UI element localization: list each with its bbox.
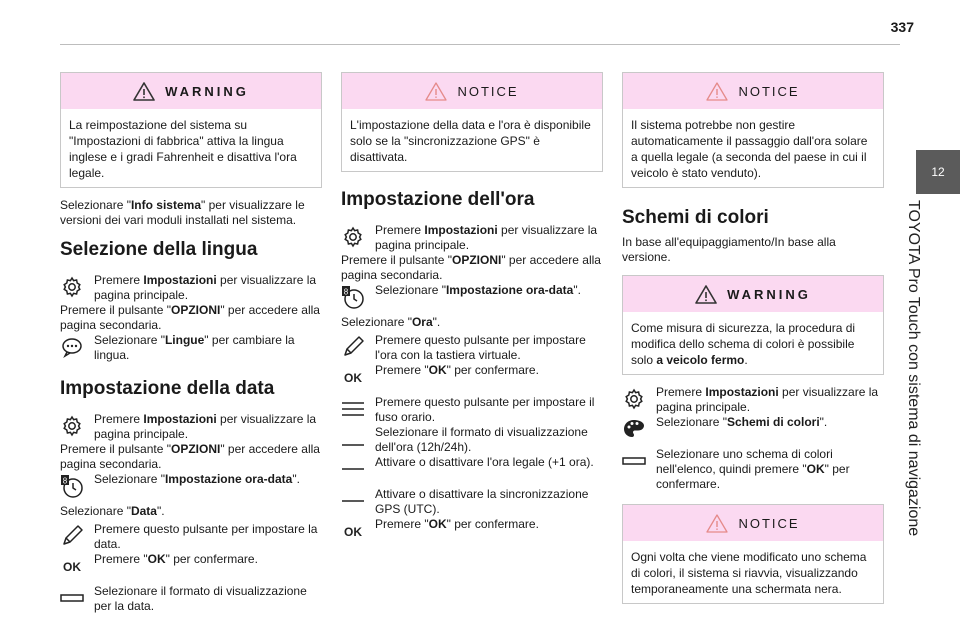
settings-gear-icon [60,275,84,299]
step-date-edit: Premere questo pulsante per impostare la data. [60,522,322,552]
list-menu-icon [341,397,365,421]
step-time-settings: Premere Impostazioni per visualizzare la pagina principale. [341,223,603,253]
notice-text: Ogni volta che viene modificato uno schema di colori, il sistema si riavvia, visualizzando temporaneamente una schermata nera. [631,550,867,596]
step-date-ok: OK Premere "OK" per confermare. [60,552,322,570]
notice-triangle-icon [425,82,447,101]
notice-title: NOTICE [457,83,519,99]
toggle-line-icon [341,457,365,481]
notice-box [341,72,603,172]
notice-box [622,504,884,604]
heading-language: Selezione della lingua [60,239,258,260]
pencil-icon [341,335,365,359]
warning-triangle-icon [133,82,155,101]
step-colors-choose: Selezionare uno schema di colori nell'elenco, quindi premere "OK" per confermare. [622,447,884,492]
format-bar-icon [622,449,646,473]
step-date-select: Selezionare "Data". [60,504,165,518]
warning-title: WARNING [165,83,249,99]
step-date-options: Premere il pulsante "OPZIONI" per accedere alla pagina secondaria. [60,442,320,471]
clock-date-icon [60,474,84,498]
heading-date: Impostazione della data [60,378,275,399]
language-speech-icon [60,335,84,359]
step-time-ok: OK Premere "OK" per confermare. [341,363,603,381]
step-colors-select: Selezionare "Schemi di colori". [622,415,884,433]
warning-box [622,275,884,375]
step-gps-sync: Attivare o disattivare la sincronizzazione GPS (UTC). [341,487,603,517]
step-time-edit: Premere questo pulsante per impostare l'ora con la tastiera virtuale. [341,333,603,363]
page-number: 337 [890,19,914,35]
chapter-tab: 12 [916,150,960,194]
step-language-options: Premere il pulsante "OPZIONI" per accedere alla pagina secondaria. [60,303,320,332]
notice-title: NOTICE [738,83,800,99]
step-language-settings: Premere Impostazioni per visualizzare la pagina principale. [60,273,322,303]
settings-gear-icon [622,387,646,411]
step-time-clock: 8 Selezionare "Impostazione ora-data". [341,283,603,301]
step-daylight-saving: Attivare o disattivare l'ora legale (+1 ora). [341,455,603,473]
step-date-settings: Premere Impostazioni per visualizzare la pagina principale. [60,412,322,442]
notice-triangle-icon [706,514,728,533]
svg-text:8: 8 [62,476,68,486]
svg-text:8: 8 [343,287,349,297]
ok-icon [341,519,365,543]
colors-intro: In base all'equipaggiamento/In base alla versione. [622,235,836,264]
step-date-clock: 8 Selezionare "Impostazione ora-data". [60,472,322,490]
step-colors-settings: Premere Impostazioni per visualizzare la pagina principale. [622,385,884,415]
side-title: TOYOTA Pro Touch con sistema di navigazione [905,200,922,537]
notice-title: NOTICE [738,515,800,531]
settings-gear-icon [60,414,84,438]
step-language-select: Selezionare "Lingue" per cambiare la lingua. [60,333,322,363]
toggle-line-icon [341,427,365,451]
notice-text: Il sistema potrebbe non gestire automaticamente il passaggio dall'ora solare a quella legale (a seconda del paese in cui il veicolo è stato venduto). [631,118,868,180]
warning-title: WARNING [727,286,811,302]
format-bar-icon [60,586,84,610]
ok-icon [341,365,365,389]
heading-colors: Schemi di colori [622,207,769,228]
pencil-icon [60,524,84,548]
warning-box [60,72,322,188]
column-3 [622,72,884,614]
clock-date-icon [341,285,365,309]
header-rule [60,44,900,45]
notice-box [622,72,884,188]
svg-text:OK: OK [344,525,362,539]
step-time-confirm: OK Premere "OK" per confermare. [341,517,603,535]
toggle-line-icon [341,489,365,513]
heading-time: Impostazione dell'ora [341,189,535,210]
info-system-text: Selezionare "Info sistema" per visualizzare le versioni dei vari moduli installati nel sistema. [60,198,305,227]
column-2 [341,72,603,539]
notice-triangle-icon [706,82,728,101]
step-timezone: Premere questo pulsante per impostare il fuso orario. [341,395,603,425]
settings-gear-icon [341,225,365,249]
column-1 [60,72,322,614]
step-time-format: Selezionare il formato di visualizzazione dell'ora (12h/24h). [341,425,603,455]
palette-icon [622,417,646,441]
svg-text:OK: OK [344,371,362,385]
step-time-select: Selezionare "Ora". [341,315,441,329]
step-date-format: Selezionare il formato di visualizzazione per la data. [60,584,322,614]
warning-triangle-icon [695,285,717,304]
ok-icon [60,554,84,578]
step-time-options: Premere il pulsante "OPZIONI" per accedere alla pagina secondaria. [341,253,601,282]
warning-text: Come misura di sicurezza, la procedura di modifica dello schema di colori è possibile solo a veicolo fermo. [631,321,856,367]
warning-text: La reimpostazione del sistema su "Impostazioni di fabbrica" attiva la lingua inglese e i gradi Fahrenheit e disattiva l'ora legale. [69,118,297,180]
notice-text: L'impostazione della data e l'ora è disponibile solo se la "sincronizzazione GPS" è disattivata. [350,118,591,164]
svg-text:OK: OK [63,560,81,574]
